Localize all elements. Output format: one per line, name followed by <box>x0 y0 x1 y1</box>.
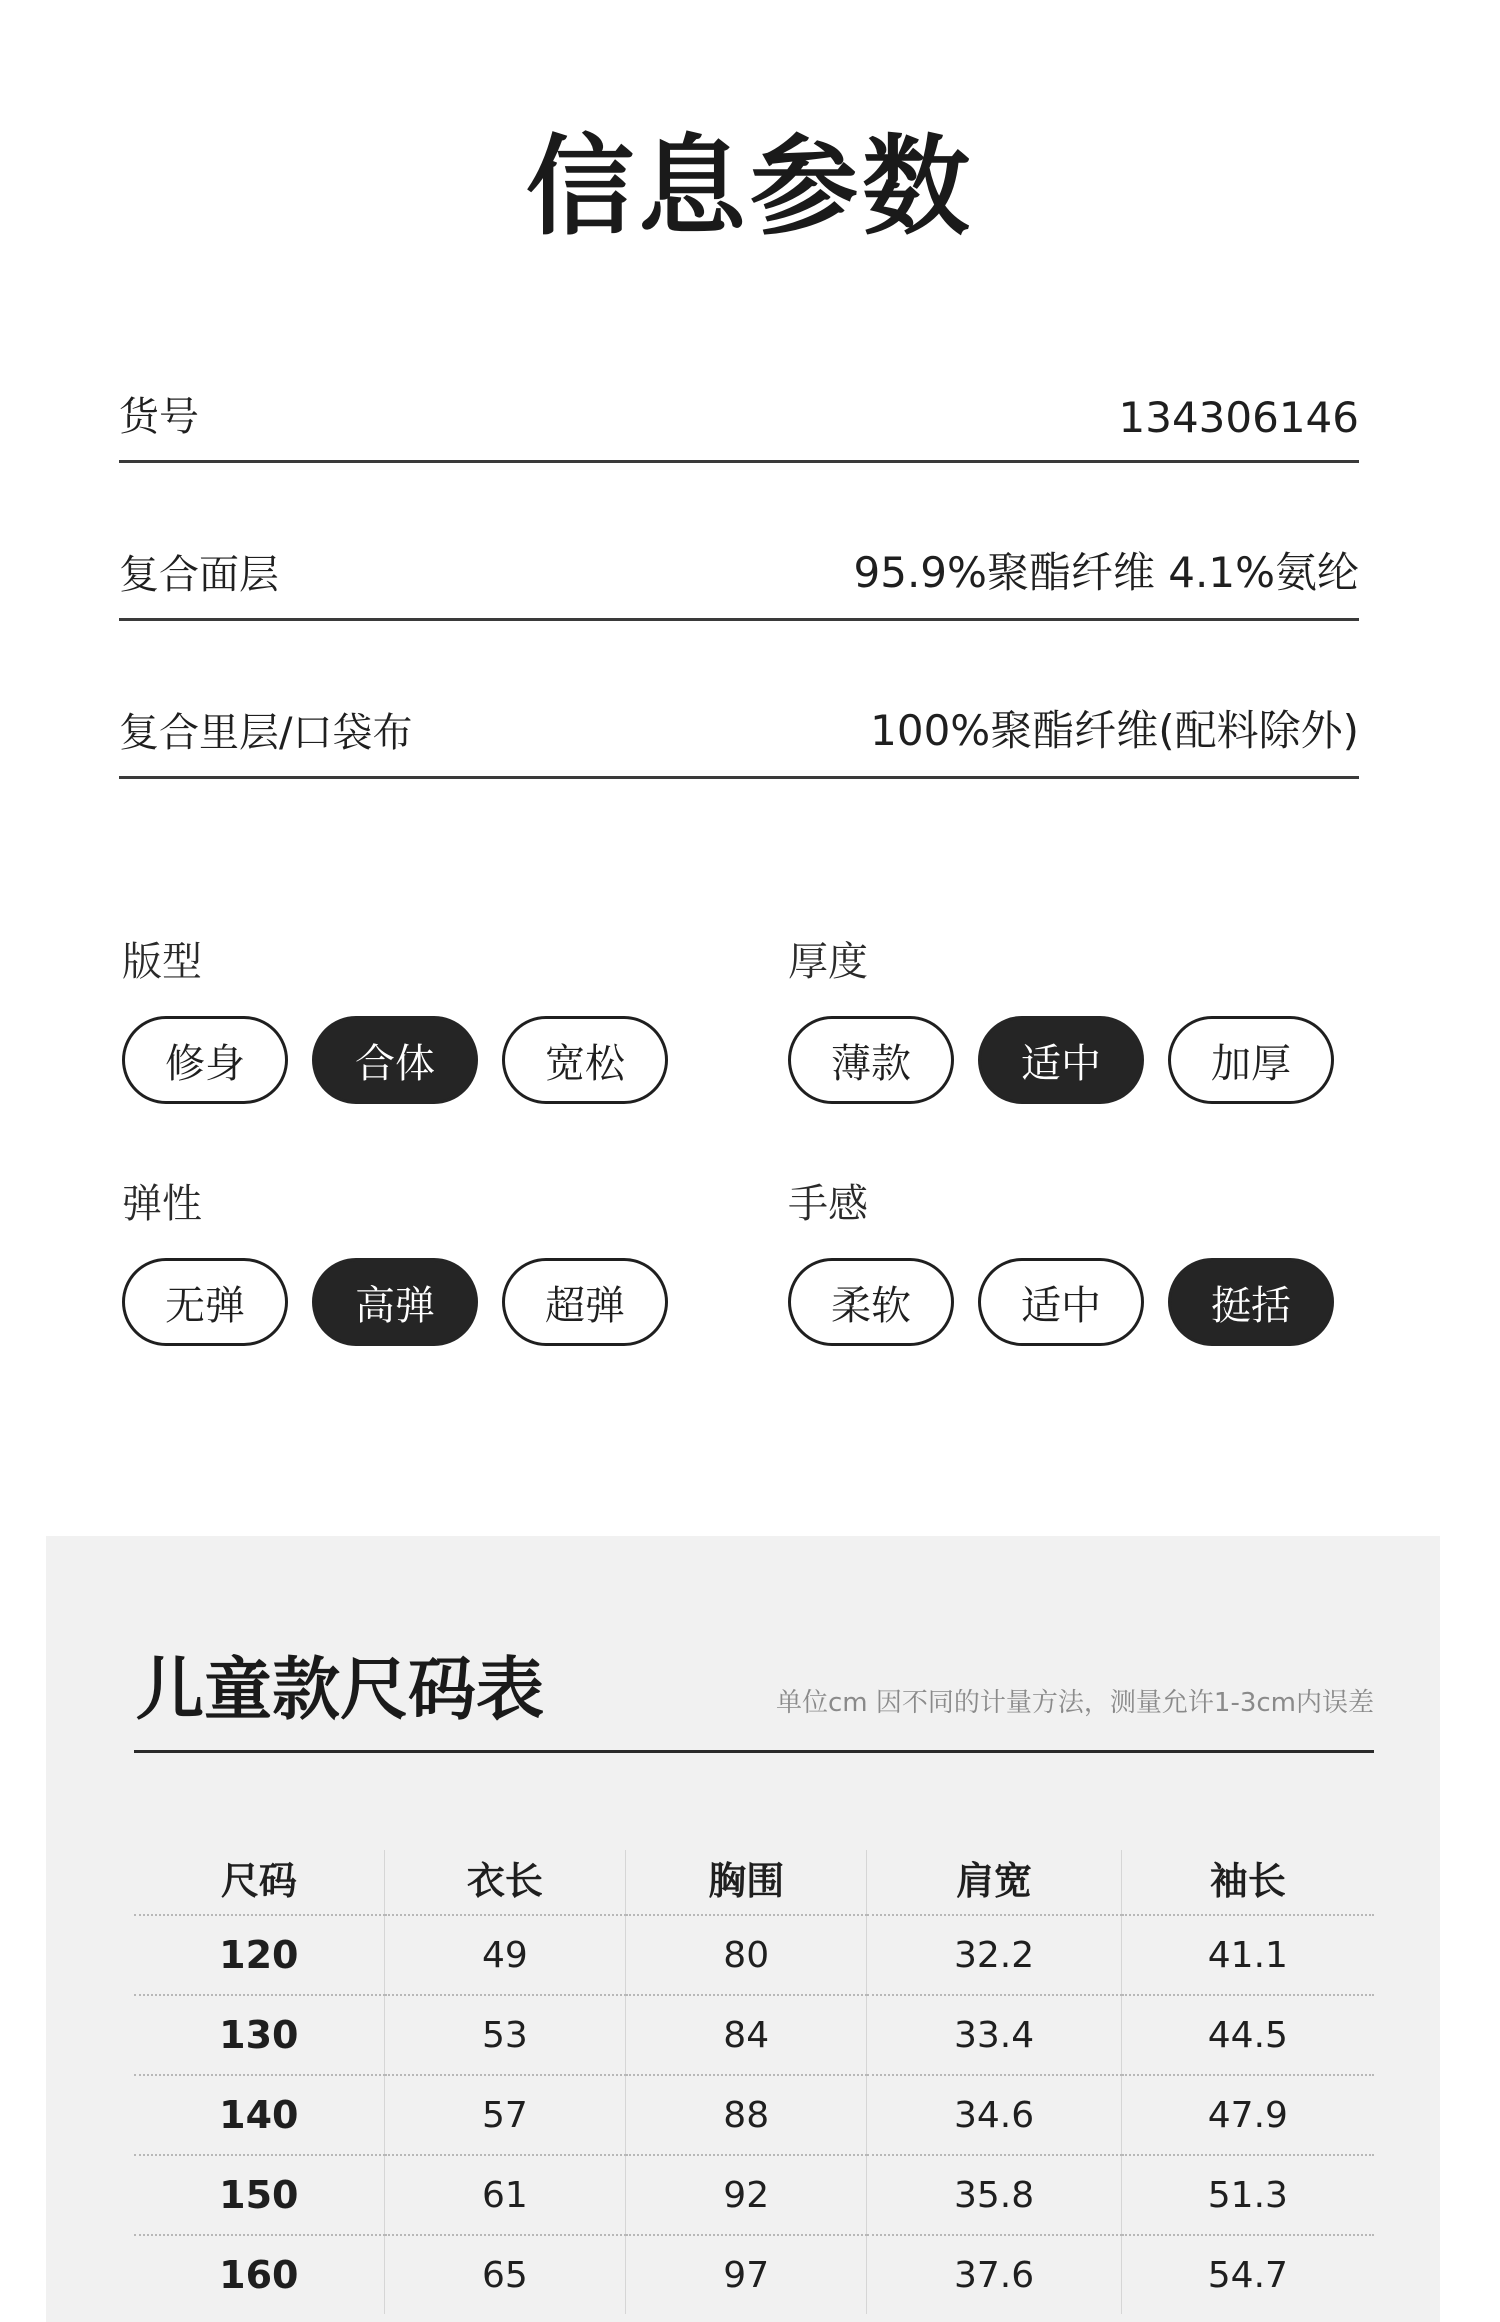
table-cell: 51.3 <box>1121 2155 1374 2235</box>
table-cell: 44.5 <box>1121 1995 1374 2075</box>
table-cell: 49 <box>384 1915 625 1995</box>
table-row <box>134 1915 1374 1995</box>
attr-group-elasticity <box>122 1172 702 1346</box>
attr-label-fit: 版型 <box>122 939 202 985</box>
pill-elasticity-high[interactable]: 高弹 <box>312 1258 478 1346</box>
table-cell: 140 <box>134 2075 384 2155</box>
size-chart-note: 单位cm 因不同的计量方法，测量允许1-3cm内误差 <box>776 1688 1374 1718</box>
table-cell: 54.7 <box>1121 2235 1374 2314</box>
attr-group-fit <box>122 930 702 1104</box>
table-row <box>134 2155 1374 2235</box>
spec-row-item-number <box>119 390 1359 463</box>
pill-thickness-thin[interactable]: 薄款 <box>788 1016 954 1104</box>
pill-feel-crisp[interactable]: 挺括 <box>1168 1258 1334 1346</box>
pill-group-thickness <box>788 1016 1368 1104</box>
pill-feel-soft[interactable]: 柔软 <box>788 1258 954 1346</box>
attr-group-feel <box>788 1172 1368 1346</box>
table-row <box>134 2075 1374 2155</box>
attr-label-elasticity: 弹性 <box>122 1181 202 1227</box>
table-cell: 160 <box>134 2235 384 2314</box>
table-cell: 53 <box>384 1995 625 2075</box>
table-cell: 61 <box>384 2155 625 2235</box>
attr-group-thickness <box>788 930 1368 1104</box>
pill-fit-loose[interactable]: 宽松 <box>502 1016 668 1104</box>
table-header-row <box>134 1850 1374 1915</box>
table-cell: 35.8 <box>867 2155 1121 2235</box>
pill-fit-slim[interactable]: 修身 <box>122 1016 288 1104</box>
table-cell: 130 <box>134 1995 384 2075</box>
pill-elasticity-super[interactable]: 超弹 <box>502 1258 668 1346</box>
table-cell: 150 <box>134 2155 384 2235</box>
table-cell: 97 <box>626 2235 867 2314</box>
pill-group-feel <box>788 1258 1368 1346</box>
spec-label: 货号 <box>119 394 199 440</box>
pill-fit-regular[interactable]: 合体 <box>312 1016 478 1104</box>
pill-elasticity-none[interactable]: 无弹 <box>122 1258 288 1346</box>
pill-group-elasticity <box>122 1258 702 1346</box>
attr-label-feel: 手感 <box>788 1181 868 1227</box>
header-sleeve: 袖长 <box>1121 1850 1374 1915</box>
table-cell: 37.6 <box>867 2235 1121 2314</box>
spec-row-outer-layer <box>119 548 1359 621</box>
table-row <box>134 1995 1374 2075</box>
table-cell: 47.9 <box>1121 2075 1374 2155</box>
spec-value: 95.9%聚酯纤维 4.1%氨纶 <box>853 548 1359 597</box>
size-chart-title: 儿童款尺码表 <box>136 1651 545 1730</box>
header-chest: 胸围 <box>626 1850 867 1915</box>
spec-label: 复合里层/口袋布 <box>119 710 413 756</box>
pill-thickness-medium[interactable]: 适中 <box>978 1016 1144 1104</box>
table-cell: 88 <box>626 2075 867 2155</box>
header-size: 尺码 <box>220 1859 297 1903</box>
page-title: 信息参数 <box>525 125 974 250</box>
table-cell: 65 <box>384 2235 625 2314</box>
table-row <box>134 2235 1374 2314</box>
table-cell: 32.2 <box>867 1915 1121 1995</box>
table-cell: 57 <box>384 2075 625 2155</box>
spec-value: 100%聚酯纤维(配料除外) <box>870 706 1359 755</box>
table-cell: 120 <box>134 1915 384 1995</box>
pill-thickness-thick[interactable]: 加厚 <box>1168 1016 1334 1104</box>
size-table <box>134 1850 1374 2314</box>
attr-label-thickness: 厚度 <box>788 939 868 985</box>
header-length: 衣长 <box>384 1850 625 1915</box>
spec-row-inner-layer <box>119 706 1359 779</box>
table-cell: 80 <box>626 1915 867 1995</box>
table-cell: 33.4 <box>867 1995 1121 2075</box>
pill-group-fit <box>122 1016 702 1104</box>
spec-value: 134306146 <box>1118 393 1359 442</box>
table-cell: 41.1 <box>1121 1915 1374 1995</box>
header-shoulder: 肩宽 <box>867 1850 1121 1915</box>
pill-feel-medium[interactable]: 适中 <box>978 1258 1144 1346</box>
spec-label: 复合面层 <box>119 552 279 598</box>
table-cell: 92 <box>626 2155 867 2235</box>
table-cell: 34.6 <box>867 2075 1121 2155</box>
table-cell: 84 <box>626 1995 867 2075</box>
size-chart-divider <box>134 1750 1374 1753</box>
size-chart-panel <box>46 1536 1440 2322</box>
